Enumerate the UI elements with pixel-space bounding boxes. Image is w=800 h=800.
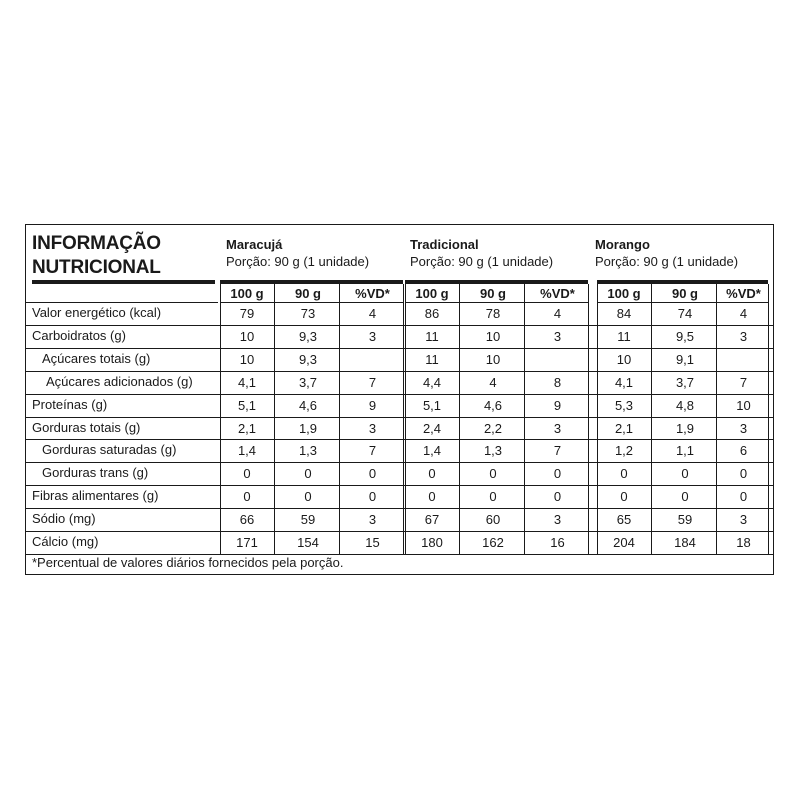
table-cell: 78 <box>485 306 501 321</box>
row-divider <box>25 462 774 463</box>
table-cell: 1,1 <box>675 443 695 459</box>
table-cell: 1,4 <box>422 443 442 459</box>
column-header: 100 g <box>230 286 264 301</box>
table-cell: 0 <box>243 466 251 482</box>
table-cell: 10 <box>239 328 255 344</box>
table-cell: 15 <box>365 535 380 550</box>
table-cell: 171 <box>236 535 258 550</box>
header-underline <box>597 302 768 303</box>
table-cell: 4 <box>489 374 497 390</box>
table-cell: 2,4 <box>422 420 442 436</box>
table-cell: 18 <box>736 535 751 550</box>
table-cell: 180 <box>421 535 443 550</box>
column-header: %VD* <box>726 286 761 301</box>
table-cell: 9,5 <box>675 328 695 344</box>
product-portion: Porção: 90 g (1 unidade) <box>226 254 370 269</box>
table-cell: 1,4 <box>237 443 257 459</box>
table-cell: 0 <box>681 489 689 505</box>
row-divider <box>25 417 774 418</box>
row-label: Proteínas (g) <box>32 396 108 412</box>
table-cell: 4,1 <box>237 374 257 390</box>
table-cell: 3,7 <box>675 374 695 390</box>
table-cell: 73 <box>300 306 316 321</box>
column-header: 90 g <box>671 286 698 301</box>
table-cell: 7 <box>553 443 562 459</box>
table-cell: 0 <box>681 466 689 482</box>
table-cell: 0 <box>739 466 748 482</box>
table-cell: 5,1 <box>422 397 442 413</box>
table-cell: 5,3 <box>614 397 634 413</box>
table-cell: 9 <box>368 397 377 413</box>
table-cell: 6 <box>739 443 748 459</box>
row-label: Fibras alimentares (g) <box>32 488 159 504</box>
table-cell: 66 <box>239 512 255 528</box>
table-cell: 3 <box>553 512 562 528</box>
row-divider <box>25 508 774 509</box>
table-cell: 4,1 <box>614 374 634 390</box>
table-cell: 11 <box>425 328 439 344</box>
row-label: Valor energético (kcal) <box>32 305 162 320</box>
table-cell: 1,9 <box>298 420 318 436</box>
table-cell: 4,6 <box>298 397 318 413</box>
table-cell: 59 <box>300 512 316 528</box>
row-divider <box>25 371 774 372</box>
table-cell: 65 <box>616 512 632 528</box>
row-label: Gorduras totais (g) <box>32 419 141 435</box>
table-cell: 0 <box>489 466 497 482</box>
table-cell: 0 <box>620 489 628 505</box>
table-cell: 3,7 <box>298 374 318 390</box>
row-label: Sódio (mg) <box>32 511 96 527</box>
title-line-2: NUTRICIONAL <box>32 257 161 278</box>
table-cell: 5,1 <box>237 397 257 413</box>
product-name: Morango <box>595 237 650 252</box>
table-cell: 0 <box>428 466 436 482</box>
table-cell: 60 <box>485 512 501 528</box>
table-cell: 10 <box>485 328 501 344</box>
table-cell: 1,2 <box>614 443 634 459</box>
row-divider <box>25 348 774 349</box>
table-cell: 84 <box>616 306 632 321</box>
column-header: %VD* <box>355 286 390 301</box>
table-cell: 204 <box>613 535 635 550</box>
table-cell: 4,4 <box>422 374 442 390</box>
row-label: Gorduras saturadas (g) <box>42 442 177 458</box>
table-cell: 9,3 <box>298 351 318 367</box>
row-divider <box>25 325 774 326</box>
column-header: 100 g <box>607 286 641 301</box>
table-cell: 86 <box>424 306 440 321</box>
table-cell: 9,1 <box>675 351 695 367</box>
table-cell: 4,8 <box>675 397 695 413</box>
table-cell: 79 <box>239 306 255 321</box>
column-header: %VD* <box>540 286 575 301</box>
table-cell: 162 <box>482 535 504 550</box>
table-cell: 0 <box>553 466 562 482</box>
header-underline <box>220 302 403 303</box>
header-underline <box>25 302 218 303</box>
table-cell: 67 <box>424 512 440 528</box>
column-header: 90 g <box>479 286 506 301</box>
table-cell: 1,9 <box>675 420 695 436</box>
table-cell: 7 <box>739 374 748 390</box>
table-cell: 7 <box>368 374 377 390</box>
table-cell: 154 <box>297 535 319 550</box>
table-cell: 3 <box>739 420 748 436</box>
table-cell: 1,3 <box>483 443 503 459</box>
table-cell: 0 <box>489 489 497 505</box>
table-cell: 0 <box>620 466 628 482</box>
table-cell: 0 <box>368 489 377 505</box>
table-cell: 4 <box>368 306 377 321</box>
title-line-1: INFORMAÇÃO <box>32 233 161 254</box>
header-underline <box>405 302 588 303</box>
table-cell: 10 <box>239 351 255 367</box>
table-cell: 8 <box>553 374 562 390</box>
row-divider <box>25 485 774 486</box>
table-cell: 3 <box>739 328 748 344</box>
table-cell: 3 <box>553 328 562 344</box>
table-cell: 10 <box>736 397 751 413</box>
table-cell: 7 <box>368 443 377 459</box>
product-rule <box>597 280 768 284</box>
table-cell: 0 <box>243 489 251 505</box>
table-cell: 4,6 <box>483 397 503 413</box>
table-cell: 3 <box>368 328 377 344</box>
table-cell: 4 <box>739 306 748 321</box>
row-divider <box>25 394 774 395</box>
table-cell: 0 <box>368 466 377 482</box>
row-label: Gorduras trans (g) <box>42 465 149 481</box>
table-cell: 59 <box>677 512 693 528</box>
table-cell: 11 <box>425 351 439 367</box>
row-divider <box>25 439 774 440</box>
footnote: *Percentual de valores diários fornecidos pela porção. <box>32 555 344 570</box>
table-cell: 10 <box>485 351 501 367</box>
table-cell: 4 <box>553 306 562 321</box>
table-cell: 10 <box>616 351 632 367</box>
table-cell: 74 <box>677 306 693 321</box>
row-label: Carboidratos (g) <box>32 327 126 343</box>
table-cell: 3 <box>368 420 377 436</box>
table-cell: 3 <box>553 420 562 436</box>
product-portion: Porção: 90 g (1 unidade) <box>410 254 554 269</box>
column-header: 100 g <box>415 286 449 301</box>
table-cell: 0 <box>428 489 436 505</box>
table-cell: 0 <box>739 489 748 505</box>
column-header: 90 g <box>294 286 321 301</box>
table-cell: 3 <box>739 512 748 528</box>
table-cell: 9,3 <box>298 328 318 344</box>
table-cell: 0 <box>553 489 562 505</box>
table-title <box>32 232 161 280</box>
product-rule <box>220 280 403 284</box>
product-portion: Porção: 90 g (1 unidade) <box>595 254 739 269</box>
row-divider <box>25 531 774 532</box>
table-cell: 0 <box>304 466 312 482</box>
table-cell: 0 <box>304 489 312 505</box>
product-name: Tradicional <box>410 237 479 252</box>
row-label: Açúcares adicionados (g) <box>46 373 193 389</box>
table-cell: 9 <box>553 397 562 413</box>
row-label: Açúcares totais (g) <box>42 350 151 366</box>
row-label: Cálcio (mg) <box>32 534 99 549</box>
table-cell: 11 <box>617 328 631 344</box>
table-cell: 16 <box>550 535 565 550</box>
title-rule <box>32 280 215 284</box>
table-cell: 2,2 <box>483 420 503 436</box>
table-cell: 2,1 <box>614 420 634 436</box>
table-cell: 1,3 <box>298 443 318 459</box>
table-cell: 2,1 <box>237 420 257 436</box>
table-cell: 184 <box>674 535 696 550</box>
product-name: Maracujá <box>226 237 283 252</box>
table-cell: 3 <box>368 512 377 528</box>
product-rule <box>405 280 588 284</box>
